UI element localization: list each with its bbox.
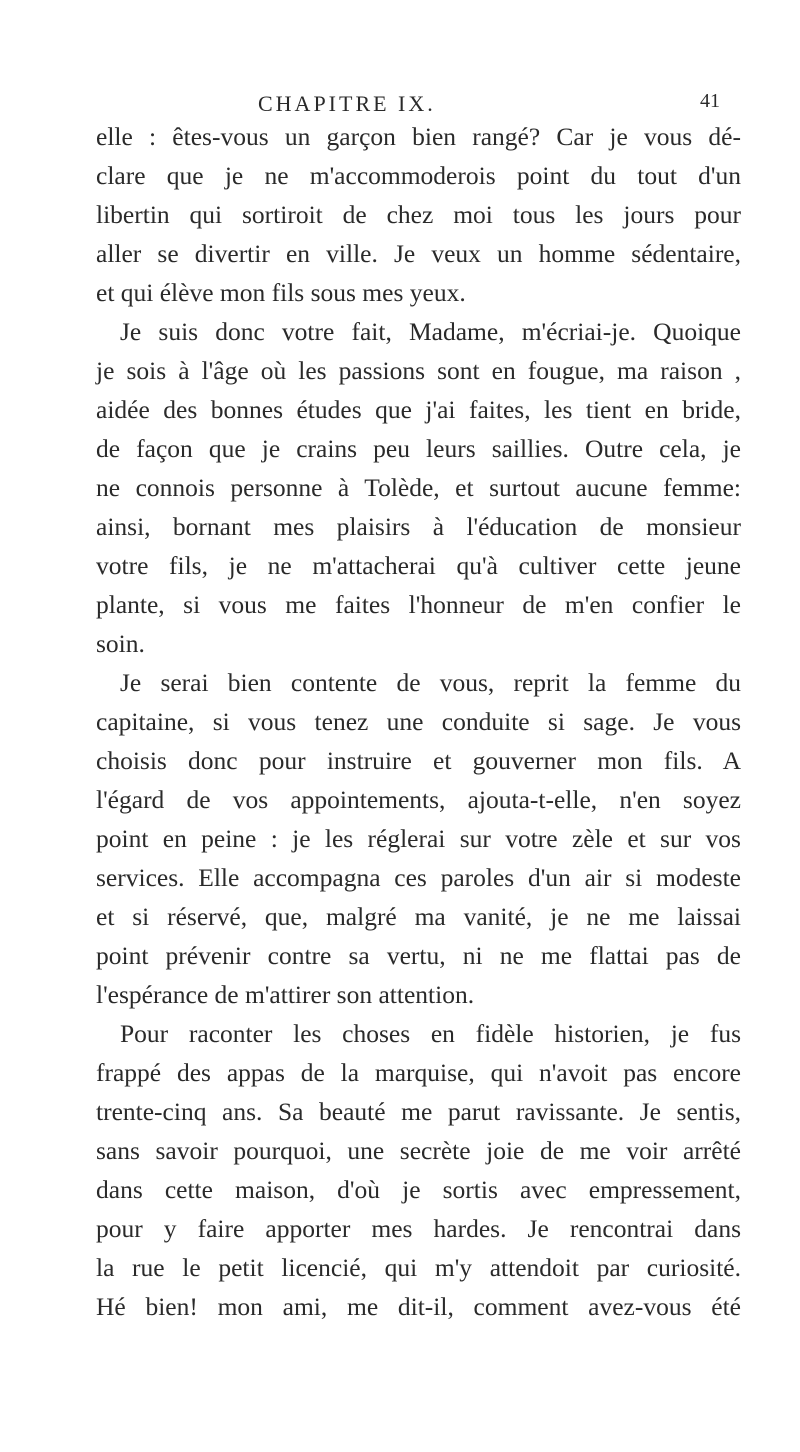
text-line: services. Elle accompagna ces paroles d'un air si modeste (96, 863, 741, 892)
text-line: ne connois personne à Tolède, et surtout aucune femme: (96, 473, 741, 502)
text-line: l'espérance de m'attirer son attention. (96, 980, 475, 1009)
text-line: l'égard de vos appointements, ajouta-t-elle, n'en soyez (96, 785, 741, 814)
text-line: et qui élève mon fils sous mes yeux. (96, 278, 466, 307)
text-line: Hé bien! mon ami, me dit-il, comment avez-vous été (96, 1292, 741, 1321)
text-line: plante, si vous me faites l'honneur de m'en confier le (96, 590, 741, 619)
text-line: choisis donc pour instruire et gouverner mon fils. A (96, 746, 741, 775)
text-line: clare que je ne m'accommoderois point du tout d'un (96, 161, 741, 190)
text-line: je sois à l'âge où les passions sont en fougue, ma raison , (96, 356, 741, 385)
text-line: sans savoir pourquoi, une secrète joie de me voir arrêté (96, 1136, 741, 1165)
text-line: Je suis donc votre fait, Madame, m'écriai-je. Quoique (120, 317, 741, 346)
page-number: 41 (700, 90, 720, 112)
text-line: de façon que je crains peu leurs saillies. Outre cela, je (96, 434, 741, 463)
text-line: pour y faire apporter mes hardes. Je rencontrai dans (96, 1214, 741, 1243)
text-line: soin. (96, 629, 145, 658)
text-line: votre fils, je ne m'attacherai qu'à cultiver cette jeune (96, 551, 741, 580)
text-line: Pour raconter les choses en fidèle historien, je fus (120, 1019, 741, 1048)
text-line: aller se divertir en ville. Je veux un homme sédentaire, (96, 239, 741, 268)
text-line: aidée des bonnes études que j'ai faites, les tient en bride, (96, 395, 741, 424)
text-line: libertin qui sortiroit de chez moi tous les jours pour (96, 200, 741, 229)
text-line: Je serai bien contente de vous, reprit la femme du (120, 668, 741, 697)
text-line: dans cette maison, d'où je sortis avec empressement, (96, 1175, 741, 1204)
text-line: point en peine : je les réglerai sur votre zèle et sur vos (96, 824, 741, 853)
text-line: ainsi, bornant mes plaisirs à l'éducation de monsieur (96, 512, 741, 541)
text-line: point prévenir contre sa vertu, ni ne me flattai pas de (96, 941, 741, 970)
running-head: CHAPITRE IX. (258, 91, 436, 116)
text-line: et si réservé, que, malgré ma vanité, je ne me laissai (96, 902, 741, 931)
text-line: frappé des appas de la marquise, qui n'avoit pas encore (96, 1058, 741, 1087)
text-line: la rue le petit licencié, qui m'y attendoit par curiosité. (96, 1253, 741, 1282)
text-line: trente-cinq ans. Sa beauté me parut ravissante. Je sentis, (96, 1097, 741, 1126)
text-line: elle : êtes-vous un garçon bien rangé? Car je vous dé- (96, 122, 741, 151)
text-line: capitaine, si vous tenez une conduite si sage. Je vous (96, 707, 741, 736)
